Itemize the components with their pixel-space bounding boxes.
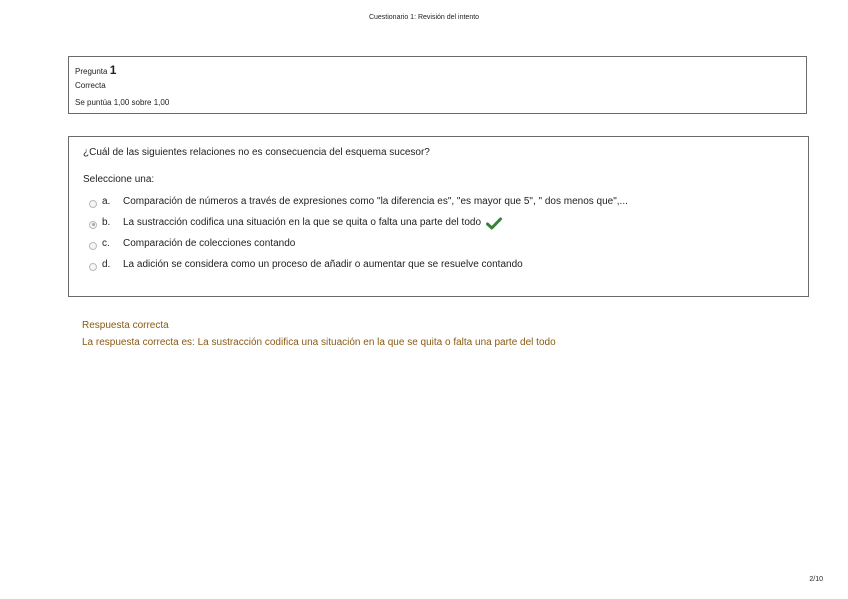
answer-d-radio[interactable] <box>89 263 97 271</box>
answer-option-a[interactable] <box>83 191 794 212</box>
answer-b-text: La sustracción codifica una situación en la que se quita o falta una parte del todo <box>123 217 482 228</box>
question-text: ¿Cuál de las siguientes relaciones no es consecuencia del esquema sucesor? <box>83 147 430 158</box>
question-panel <box>68 136 809 297</box>
answer-option-b[interactable] <box>83 212 794 233</box>
answer-a-radio[interactable] <box>89 200 97 208</box>
answer-a-text: Comparación de números a través de expresiones como "la diferencia es", "es mayor que 5", " dos menos que",... <box>123 196 628 207</box>
answer-b-letter: b. <box>102 217 111 228</box>
question-number-row <box>75 62 800 80</box>
answer-list <box>83 191 794 275</box>
question-state: Correcta <box>75 81 106 90</box>
question-number: 1 <box>109 63 117 77</box>
feedback-correct-answer: La respuesta correcta es: La sustracción codifica una situación en la que se quita o falta una parte del todo <box>82 337 556 348</box>
answer-b-radio[interactable] <box>89 221 97 229</box>
answer-d-text: La adición se considera como un proceso de añadir o aumentar que se resuelve contando <box>123 259 523 270</box>
answer-c-letter: c. <box>102 238 110 249</box>
answer-a-letter: a. <box>102 196 111 207</box>
feedback-panel <box>82 317 556 351</box>
check-icon <box>486 217 502 233</box>
question-info-panel <box>68 56 807 114</box>
answer-prompt: Seleccione una: <box>83 174 155 185</box>
answer-option-c[interactable] <box>83 233 794 254</box>
question-grade: Se puntúa 1,00 sobre 1,00 <box>75 98 170 107</box>
answer-d-letter: d. <box>102 259 111 270</box>
feedback-result: Respuesta correcta <box>82 320 169 331</box>
document-header-title: Cuestionario 1: Revisión del intento <box>368 14 480 21</box>
page-number: 2/10 <box>809 576 823 583</box>
answer-c-radio[interactable] <box>89 242 97 250</box>
answer-option-d[interactable] <box>83 254 794 275</box>
question-label: Pregunta <box>75 67 108 76</box>
answer-c-text: Comparación de colecciones contando <box>123 238 296 249</box>
